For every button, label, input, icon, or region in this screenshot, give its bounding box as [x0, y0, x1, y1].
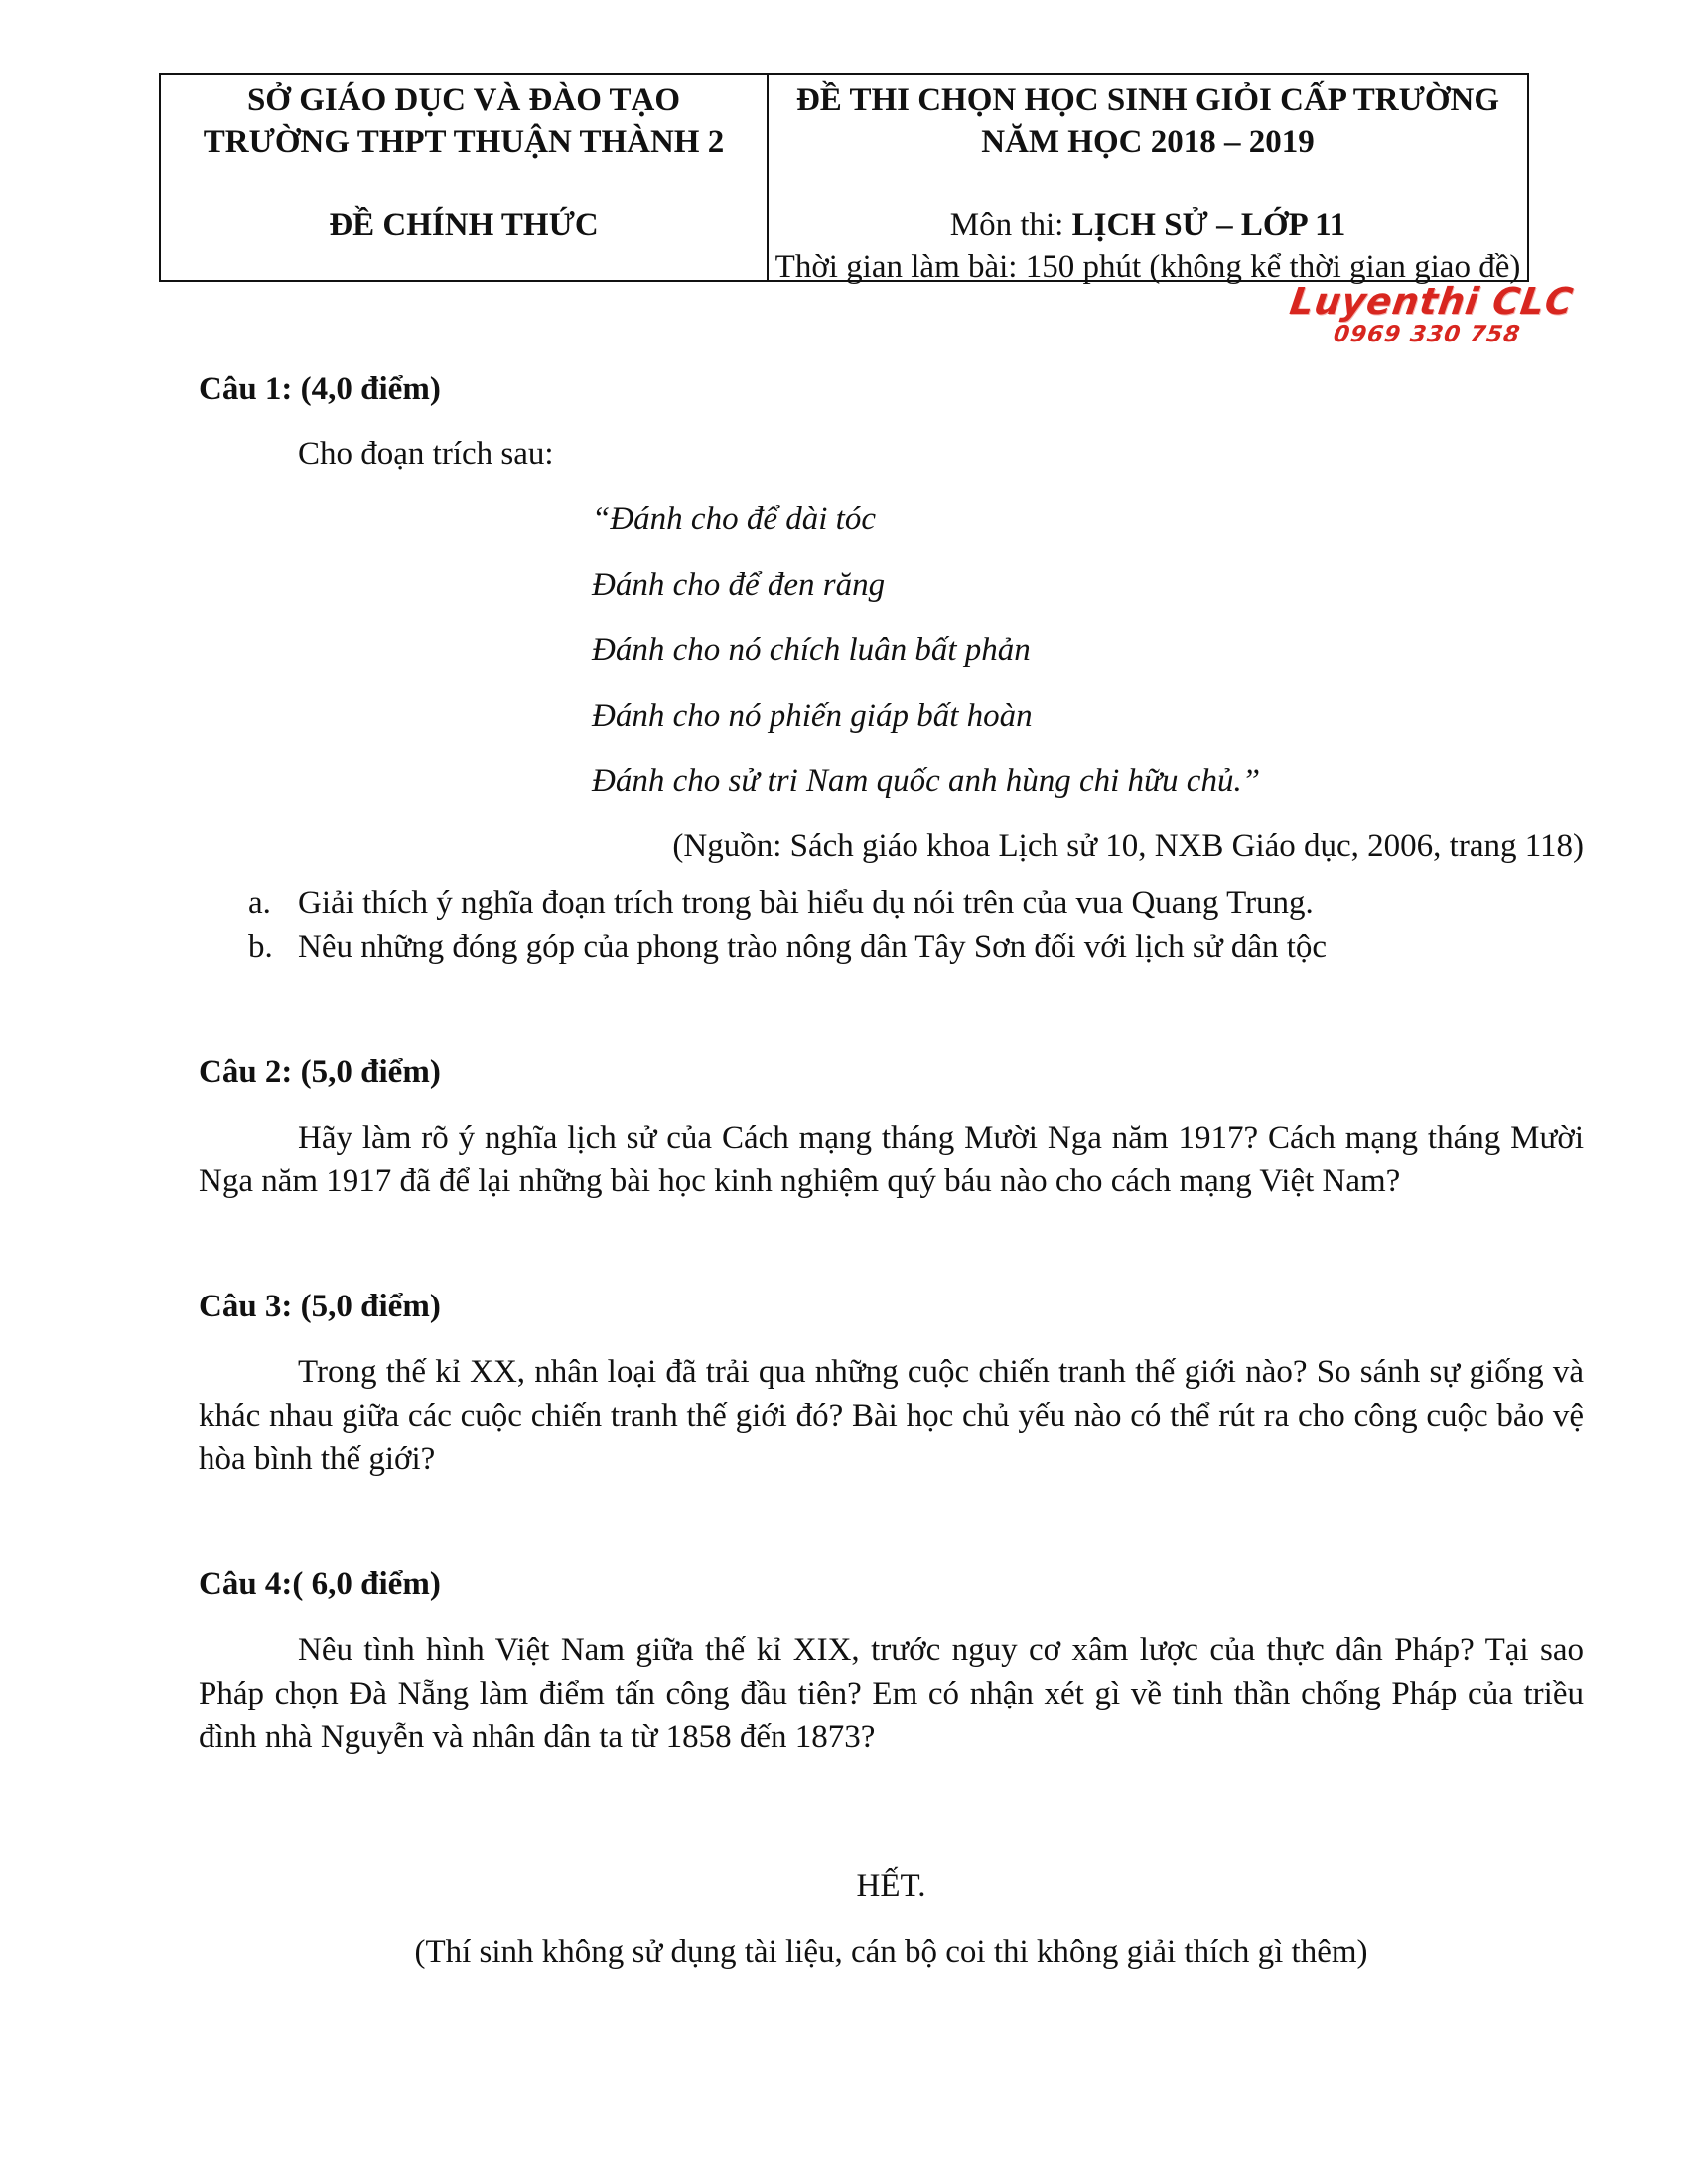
question-1 — [199, 367, 1584, 969]
watermark-logo — [1276, 282, 1583, 347]
question-2 — [199, 1050, 1584, 1203]
watermark-name: Luyenthi CLC — [1287, 280, 1577, 323]
exam-duration: Thời gian làm bài: 150 phút (không kể thời gian giao đề) — [774, 249, 1521, 285]
question-4 — [199, 1563, 1584, 1759]
sub-question — [199, 882, 1584, 925]
sub-question-letter: b. — [248, 929, 273, 965]
sub-question — [199, 925, 1584, 969]
excerpt-line: Đánh cho sử tri Nam quốc anh hùng chi hữu chủ.” — [592, 763, 1261, 799]
official-label: ĐỀ CHÍNH THỨC — [329, 207, 599, 243]
question-body: Nêu tình hình Việt Nam giữa thế kỉ XIX, trước nguy cơ xâm lược của thực dân Pháp? Tại sao Pháp chọn Đà Nẵng làm điểm tấn công đầu tiên? Em có nhận xét gì về tinh thần chống Pháp của triều đình nhà Nguyễn và nhân dân ta từ 1858 đến 1873? — [199, 1632, 1584, 1755]
end-mark: HẾT. — [856, 1868, 926, 1904]
sub-question-letter: a. — [248, 886, 271, 921]
exam-title: ĐỀ THI CHỌN HỌC SINH GIỎI CẤP TRƯỜNG — [795, 82, 1500, 118]
subject-line — [769, 205, 1527, 246]
department-name: SỞ GIÁO DỤC VÀ ĐÀO TẠO — [246, 82, 681, 118]
header-school-block — [161, 75, 769, 280]
sub-question-text: Giải thích ý nghĩa đoạn trích trong bài hiểu dụ nói trên của vua Quang Trung. — [298, 886, 1314, 921]
question-heading: Câu 3: (5,0 điểm) — [199, 1289, 441, 1324]
exam-header — [159, 73, 1529, 285]
question-heading: Câu 2: (5,0 điểm) — [199, 1054, 441, 1090]
exam-note: (Thí sinh không sử dụng tài liệu, cán bộ coi thi không giải thích gì thêm) — [414, 1934, 1368, 1970]
question-body: Hãy làm rõ ý nghĩa lịch sử của Cách mạng tháng Mười Nga năm 1917? Cách mạng tháng Mười Nga năm 1917 đã để lại những bài học kinh nghiệm quý báu nào cho cách mạng Việt Nam? — [199, 1120, 1584, 1199]
question-body: Trong thế kỉ XX, nhân loại đã trải qua những cuộc chiến tranh thế giới nào? So sánh sự giống và khác nhau giữa các cuộc chiến tranh thế giới đó? Bài học chủ yếu nào có thể rút ra cho công cuộc bảo vệ hòa bình thế giới? — [199, 1354, 1584, 1477]
question-3 — [199, 1285, 1584, 1481]
exam-content — [199, 367, 1584, 1974]
question-intro: Cho đoạn trích sau: — [298, 436, 554, 472]
question-heading: Câu 1: (4,0 điểm) — [199, 371, 441, 407]
sub-question-list — [199, 882, 1584, 969]
excerpt-line: Đánh cho để đen răng — [592, 567, 886, 603]
sub-question-text: Nêu những đóng góp của phong trào nông dân Tây Sơn đối với lịch sử dân tộc — [298, 929, 1328, 965]
school-year: NĂM HỌC 2018 – 2019 — [981, 124, 1315, 160]
header-exam-block — [769, 75, 1527, 285]
subject-name: LỊCH SỬ – LỚP 11 — [1071, 207, 1346, 243]
quoted-excerpt — [592, 497, 1584, 803]
question-heading: Câu 4:( 6,0 điểm) — [199, 1567, 441, 1602]
excerpt-line: Đánh cho nó chích luân bất phản — [592, 632, 1031, 668]
school-name: TRƯỜNG THPT THUẬN THÀNH 2 — [203, 124, 725, 160]
subject-prefix: Môn thi: — [949, 207, 1072, 243]
excerpt-source: (Nguồn: Sách giáo khoa Lịch sử 10, NXB Giáo dục, 2006, trang 118) — [672, 828, 1584, 864]
excerpt-line: “Đánh cho để dài tóc — [592, 501, 876, 537]
watermark-phone: 0969 330 758 — [1332, 322, 1523, 347]
excerpt-line: Đánh cho nó phiến giáp bất hoàn — [592, 698, 1033, 734]
